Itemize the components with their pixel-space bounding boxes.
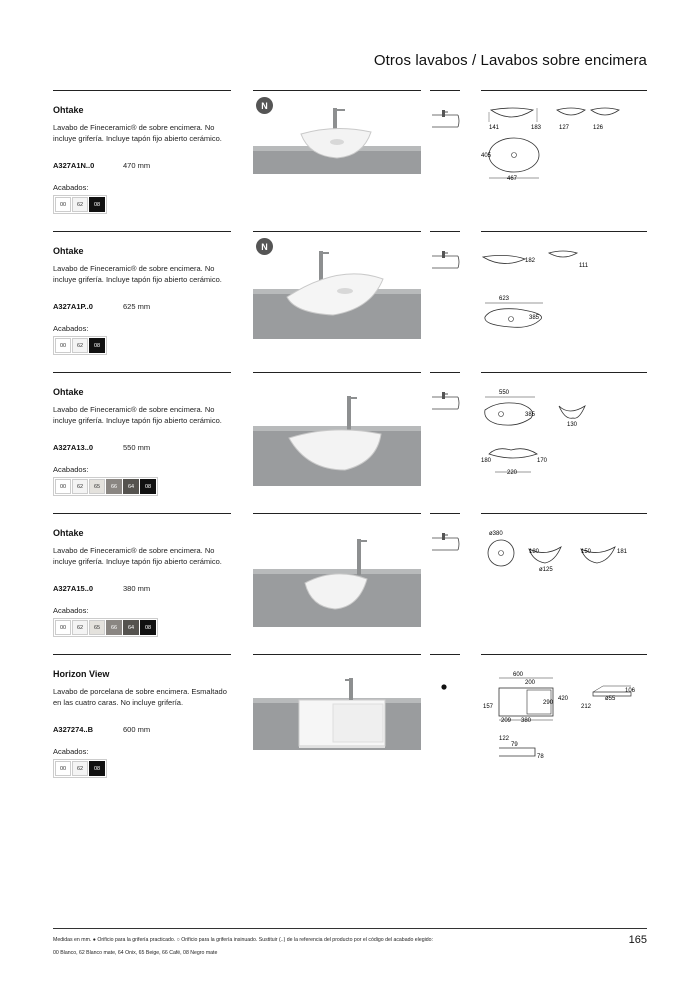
faucet-hole-symbol	[430, 672, 460, 697]
finishes-label: Acabados:	[53, 183, 89, 192]
dimension-label: ø380	[489, 531, 503, 537]
dimension-label: 182	[525, 258, 536, 264]
product-photo	[253, 658, 421, 768]
finish-swatch[interactable]: 62	[72, 761, 88, 776]
technical-drawing	[481, 239, 647, 349]
divider	[253, 513, 421, 514]
product-reference: A327A1P..0	[53, 302, 93, 311]
dimension-label: 209	[501, 718, 512, 724]
product-reference: A327274..B	[53, 725, 94, 734]
product-reference: A327A1N..0	[53, 161, 95, 170]
dimension-label: 150	[581, 549, 592, 555]
dimension-label: 126	[593, 125, 604, 131]
dimension-label: ø125	[539, 567, 553, 573]
finish-swatches	[53, 759, 107, 778]
product-reference: A327A15..0	[53, 584, 94, 593]
dimension-label: 170	[537, 458, 548, 464]
product-photo	[253, 376, 421, 486]
footer-note: Medidas en mm. ● Orificio para la grifería practicado. ○ Orificio para la grifería insinuado. Sustituir (..) de la referencia del producto por el código del acabado elegido:	[53, 937, 433, 943]
finishes-label: Acabados:	[53, 606, 89, 615]
finish-swatch[interactable]: 00	[55, 197, 71, 212]
finish-swatch[interactable]: 08	[89, 338, 105, 353]
product-size: 550 mm	[123, 443, 151, 452]
divider	[53, 654, 231, 655]
dimension-label: 127	[559, 125, 570, 131]
finish-swatches	[53, 618, 158, 637]
product-description: Lavabo de Fineceramic® de sobre encimera. No incluye grifería. Incluye tapón fijo abierto cerámico.	[53, 546, 222, 566]
finish-swatch[interactable]: 65	[89, 620, 105, 635]
divider	[430, 654, 460, 655]
dimension-label: 180	[529, 549, 540, 555]
dimension-label: 180	[481, 458, 492, 464]
dimension-label: 385	[525, 412, 536, 418]
divider	[53, 231, 231, 232]
product-description: Lavabo de Fineceramic® de sobre encimera. No incluye grifería. Incluye tapón fijo abierto cerámico.	[53, 405, 222, 425]
faucet-hole-symbol	[430, 249, 460, 274]
product-section	[53, 90, 647, 220]
finish-swatch[interactable]: 64	[123, 479, 139, 494]
finish-swatch[interactable]: 62	[72, 338, 88, 353]
divider	[253, 231, 421, 232]
product-size: 470 mm	[123, 161, 151, 170]
faucet-hole-symbol	[430, 531, 460, 556]
dimension-label: 290	[543, 700, 554, 706]
new-badge: N	[256, 97, 273, 114]
finish-swatch[interactable]: 62	[72, 479, 88, 494]
divider	[53, 513, 231, 514]
footer-finish-codes: 00 Blanco, 62 Blanco mate, 64 Onix, 65 Beige, 66 Café, 08 Negro mate	[53, 950, 218, 956]
finish-swatch[interactable]: 62	[72, 197, 88, 212]
divider	[481, 90, 647, 91]
divider	[481, 513, 647, 514]
divider	[430, 372, 460, 373]
finishes-label: Acabados:	[53, 747, 89, 756]
finish-swatch[interactable]: 00	[55, 338, 71, 353]
divider	[430, 231, 460, 232]
dimension-label: 550	[499, 390, 510, 396]
finish-swatch[interactable]: 64	[123, 620, 139, 635]
finish-swatch[interactable]: 08	[140, 620, 156, 635]
dimension-label: 420	[558, 696, 569, 702]
footer-divider	[53, 928, 647, 929]
finish-swatch[interactable]: 66	[106, 620, 122, 635]
finish-swatch[interactable]: 00	[55, 761, 71, 776]
dimension-label: 106	[625, 688, 636, 694]
dimension-label: 130	[567, 422, 578, 428]
technical-drawing	[481, 98, 647, 208]
dimension-label: 141	[489, 125, 500, 131]
product-photo	[253, 235, 421, 345]
finish-swatch[interactable]: 08	[89, 197, 105, 212]
finish-swatch[interactable]: 08	[140, 479, 156, 494]
divider	[481, 231, 647, 232]
dimension-label: 78	[537, 754, 544, 760]
product-name: Ohtake	[53, 528, 84, 538]
divider	[481, 372, 647, 373]
dimension-label: 380	[521, 718, 532, 724]
dimension-label: ø55	[605, 696, 616, 702]
dimension-label: 200	[525, 680, 536, 686]
dimension-label: 122	[499, 736, 510, 742]
divider	[253, 654, 421, 655]
finish-swatch[interactable]: 65	[89, 479, 105, 494]
technical-drawing	[481, 380, 647, 490]
product-section	[53, 513, 647, 643]
finish-swatch[interactable]: 62	[72, 620, 88, 635]
divider	[53, 90, 231, 91]
divider	[253, 90, 421, 91]
faucet-hole-symbol	[430, 108, 460, 133]
product-size: 380 mm	[123, 584, 151, 593]
product-name: Horizon View	[53, 669, 110, 679]
product-name: Ohtake	[53, 246, 84, 256]
page-number: 165	[628, 934, 647, 946]
finishes-label: Acabados:	[53, 465, 89, 474]
faucet-hole-symbol	[430, 390, 460, 415]
product-description: Lavabo de Fineceramic® de sobre encimera. No incluye grifería. Incluye tapón fijo abierto cerámico.	[53, 264, 222, 284]
product-section	[53, 654, 647, 784]
product-description: Lavabo de porcelana de sobre encimera. Esmaltado en las cuatro caras. No incluye grifería.	[53, 687, 227, 707]
dimension-label: 220	[507, 470, 518, 476]
finish-swatches	[53, 477, 158, 496]
finish-swatch[interactable]: 08	[89, 761, 105, 776]
product-size: 600 mm	[123, 725, 151, 734]
finishes-label: Acabados:	[53, 324, 89, 333]
product-photo	[253, 517, 421, 627]
product-reference: A327A13..0	[53, 443, 94, 452]
dimension-label: 181	[617, 549, 628, 555]
finish-swatch[interactable]: 66	[106, 479, 122, 494]
dimension-label: 79	[511, 742, 518, 748]
dimension-label: 405	[481, 153, 492, 159]
finish-swatches	[53, 195, 107, 214]
product-photo	[253, 94, 421, 204]
dimension-label: 467	[507, 176, 518, 182]
divider	[430, 513, 460, 514]
dimension-label: 157	[483, 704, 494, 710]
product-section	[53, 231, 647, 361]
product-name: Ohtake	[53, 387, 84, 397]
page-title: Otros lavabos / Lavabos sobre encimera	[373, 52, 647, 69]
product-name: Ohtake	[53, 105, 84, 115]
finish-swatch[interactable]: 00	[55, 479, 71, 494]
product-description: Lavabo de Fineceramic® de sobre encimera. No incluye grifería. Incluye tapón fijo abierto cerámico.	[53, 123, 222, 143]
divider	[53, 372, 231, 373]
technical-drawing	[481, 662, 647, 772]
dimension-label: 623	[499, 296, 510, 302]
divider	[430, 90, 460, 91]
dimension-label: 183	[531, 125, 542, 131]
finish-swatches	[53, 336, 107, 355]
dimension-label: 385	[529, 315, 540, 321]
dimension-label: 212	[581, 704, 592, 710]
new-badge: N	[256, 238, 273, 255]
divider	[253, 372, 421, 373]
product-size: 625 mm	[123, 302, 151, 311]
product-section	[53, 372, 647, 502]
dimension-label: 600	[513, 672, 524, 678]
dimension-label: 111	[579, 263, 589, 269]
technical-drawing	[481, 521, 647, 631]
finish-swatch[interactable]: 00	[55, 620, 71, 635]
divider	[481, 654, 647, 655]
